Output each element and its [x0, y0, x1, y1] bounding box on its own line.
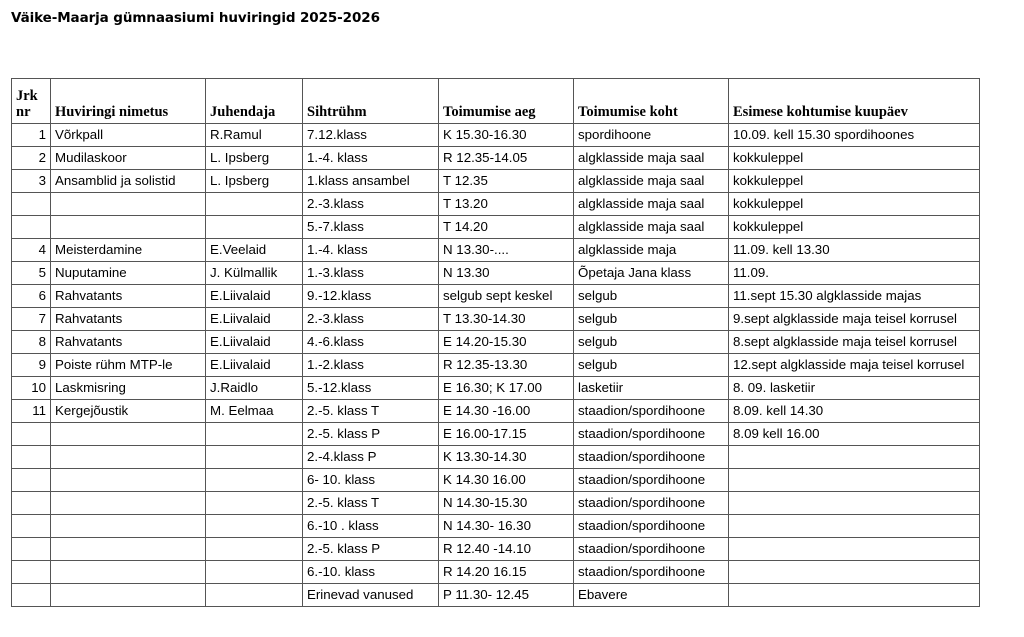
cell-leader — [206, 561, 303, 584]
cell-first-meeting: 11.sept 15.30 algklasside majas — [729, 285, 980, 308]
cell-place: staadion/spordihoone — [574, 469, 729, 492]
cell-place: selgub — [574, 331, 729, 354]
cell-nr — [12, 515, 51, 538]
table-row — [12, 400, 980, 423]
cell-name: Ansamblid ja solistid — [51, 170, 206, 193]
cell-nr — [12, 492, 51, 515]
table-row — [12, 285, 980, 308]
cell-leader: E.Liivalaid — [206, 354, 303, 377]
cell-time: T 13.30-14.30 — [439, 308, 574, 331]
cell-nr — [12, 469, 51, 492]
cell-name — [51, 538, 206, 561]
cell-place: staadion/spordihoone — [574, 515, 729, 538]
cell-nr: 8 — [12, 331, 51, 354]
cell-group: 1.klass ansambel — [303, 170, 439, 193]
cell-first-meeting: 11.09. kell 13.30 — [729, 239, 980, 262]
cell-name — [51, 515, 206, 538]
cell-name — [51, 584, 206, 607]
cell-group: 2.-5. klass T — [303, 400, 439, 423]
cell-first-meeting — [729, 584, 980, 607]
table-row — [12, 170, 980, 193]
header-row — [12, 79, 980, 124]
cell-nr — [12, 538, 51, 561]
header-nr — [12, 79, 51, 124]
table-row — [12, 492, 980, 515]
cell-nr: 10 — [12, 377, 51, 400]
cell-time: K 13.30-14.30 — [439, 446, 574, 469]
cell-leader: E.Liivalaid — [206, 285, 303, 308]
table-row — [12, 124, 980, 147]
cell-leader: E.Liivalaid — [206, 331, 303, 354]
cell-first-meeting: kokkuleppel — [729, 193, 980, 216]
cell-place: lasketiir — [574, 377, 729, 400]
table-body — [12, 124, 980, 607]
cell-first-meeting: 12.sept algklasside maja teisel korrusel — [729, 354, 980, 377]
header-leader: Juhendaja — [206, 79, 303, 124]
cell-leader — [206, 538, 303, 561]
table-row — [12, 538, 980, 561]
table-row — [12, 216, 980, 239]
cell-group: Erinevad vanused — [303, 584, 439, 607]
cell-time: N 14.30-15.30 — [439, 492, 574, 515]
cell-place: algklasside maja saal — [574, 193, 729, 216]
cell-place: Ebavere — [574, 584, 729, 607]
cell-place: staadion/spordihoone — [574, 446, 729, 469]
cell-group: 1.-3.klass — [303, 262, 439, 285]
cell-name — [51, 446, 206, 469]
cell-place: Õpetaja Jana klass — [574, 262, 729, 285]
cell-nr: 7 — [12, 308, 51, 331]
cell-first-meeting: kokkuleppel — [729, 147, 980, 170]
cell-place: selgub — [574, 285, 729, 308]
cell-group: 5.-7.klass — [303, 216, 439, 239]
cell-first-meeting: 8.sept algklasside maja teisel korrusel — [729, 331, 980, 354]
cell-name: Mudilaskoor — [51, 147, 206, 170]
cell-group: 9.-12.klass — [303, 285, 439, 308]
header-nr-line2: nr — [16, 104, 31, 120]
cell-first-meeting — [729, 561, 980, 584]
cell-time: K 15.30-16.30 — [439, 124, 574, 147]
cell-leader: R.Ramul — [206, 124, 303, 147]
cell-leader — [206, 193, 303, 216]
cell-leader: L. Ipsberg — [206, 170, 303, 193]
cell-name — [51, 423, 206, 446]
cell-place: staadion/spordihoone — [574, 492, 729, 515]
cell-name: Poiste rühm MTP-le — [51, 354, 206, 377]
cell-group: 6.-10 . klass — [303, 515, 439, 538]
cell-first-meeting: 9.sept algklasside maja teisel korrusel — [729, 308, 980, 331]
cell-place: staadion/spordihoone — [574, 400, 729, 423]
cell-time: E 14.30 -16.00 — [439, 400, 574, 423]
cell-name: Kergejõustik — [51, 400, 206, 423]
cell-time: selgub sept keskel — [439, 285, 574, 308]
cell-leader: J. Külmallik — [206, 262, 303, 285]
cell-place: selgub — [574, 354, 729, 377]
cell-time: E 14.20-15.30 — [439, 331, 574, 354]
header-first-meeting: Esimese kohtumise kuupäev — [729, 79, 980, 124]
cell-place: algklasside maja saal — [574, 216, 729, 239]
cell-group: 2.-3.klass — [303, 193, 439, 216]
cell-nr — [12, 561, 51, 584]
cell-first-meeting — [729, 446, 980, 469]
table-row — [12, 584, 980, 607]
cell-group: 4.-6.klass — [303, 331, 439, 354]
cell-group: 1.-4. klass — [303, 239, 439, 262]
cell-nr: 4 — [12, 239, 51, 262]
cell-name: Laskmisring — [51, 377, 206, 400]
cell-place: algklasside maja saal — [574, 170, 729, 193]
header-nr-line1: Jrk — [16, 88, 38, 104]
cell-first-meeting — [729, 515, 980, 538]
cell-name — [51, 193, 206, 216]
table-row — [12, 147, 980, 170]
table-row — [12, 515, 980, 538]
cell-time: N 13.30 — [439, 262, 574, 285]
cell-name: Võrkpall — [51, 124, 206, 147]
cell-first-meeting — [729, 538, 980, 561]
page-title: Väike-Maarja gümnaasiumi huviringid 2025-2026 — [11, 10, 380, 26]
table-row — [12, 469, 980, 492]
cell-nr — [12, 216, 51, 239]
cell-group: 2.-5. klass T — [303, 492, 439, 515]
cell-place: spordihoone — [574, 124, 729, 147]
cell-first-meeting: kokkuleppel — [729, 170, 980, 193]
header-place: Toimumise koht — [574, 79, 729, 124]
cell-leader: M. Eelmaa — [206, 400, 303, 423]
table-row — [12, 308, 980, 331]
cell-nr — [12, 446, 51, 469]
table-row — [12, 446, 980, 469]
cell-first-meeting: 10.09. kell 15.30 spordihoones — [729, 124, 980, 147]
cell-group: 1.-4. klass — [303, 147, 439, 170]
cell-nr: 3 — [12, 170, 51, 193]
cell-leader — [206, 515, 303, 538]
cell-leader: J.Raidlo — [206, 377, 303, 400]
cell-time: R 12.35-14.05 — [439, 147, 574, 170]
cell-first-meeting: 8. 09. lasketiir — [729, 377, 980, 400]
cell-time: R 14.20 16.15 — [439, 561, 574, 584]
cell-leader — [206, 584, 303, 607]
cell-first-meeting: 8.09 kell 16.00 — [729, 423, 980, 446]
table-row — [12, 561, 980, 584]
cell-time: T 14.20 — [439, 216, 574, 239]
cell-leader: L. Ipsberg — [206, 147, 303, 170]
header-time: Toimumise aeg — [439, 79, 574, 124]
cell-nr: 6 — [12, 285, 51, 308]
cell-name — [51, 492, 206, 515]
cell-leader — [206, 446, 303, 469]
cell-time: E 16.30; K 17.00 — [439, 377, 574, 400]
cell-time: R 12.35-13.30 — [439, 354, 574, 377]
cell-nr: 1 — [12, 124, 51, 147]
table-row — [12, 262, 980, 285]
cell-group: 6- 10. klass — [303, 469, 439, 492]
cell-place: staadion/spordihoone — [574, 561, 729, 584]
table-row — [12, 377, 980, 400]
table-row — [12, 331, 980, 354]
table-row — [12, 239, 980, 262]
cell-time: R 12.40 -14.10 — [439, 538, 574, 561]
cell-group: 6.-10. klass — [303, 561, 439, 584]
cell-leader: E.Liivalaid — [206, 308, 303, 331]
clubs-table — [11, 78, 980, 607]
table-row — [12, 193, 980, 216]
cell-place: algklasside maja saal — [574, 147, 729, 170]
cell-first-meeting — [729, 469, 980, 492]
cell-group: 2.-5. klass P — [303, 423, 439, 446]
cell-group: 2.-5. klass P — [303, 538, 439, 561]
cell-group: 7.12.klass — [303, 124, 439, 147]
cell-leader — [206, 492, 303, 515]
cell-first-meeting: 11.09. — [729, 262, 980, 285]
cell-first-meeting: kokkuleppel — [729, 216, 980, 239]
cell-group: 5.-12.klass — [303, 377, 439, 400]
cell-time: E 16.00-17.15 — [439, 423, 574, 446]
cell-leader — [206, 423, 303, 446]
cell-time: P 11.30- 12.45 — [439, 584, 574, 607]
cell-place: algklasside maja — [574, 239, 729, 262]
cell-place: staadion/spordihoone — [574, 538, 729, 561]
cell-name: Meisterdamine — [51, 239, 206, 262]
table-row — [12, 423, 980, 446]
cell-first-meeting — [729, 492, 980, 515]
cell-nr — [12, 584, 51, 607]
cell-nr: 11 — [12, 400, 51, 423]
cell-name: Nuputamine — [51, 262, 206, 285]
cell-leader: E.Veelaid — [206, 239, 303, 262]
table-row — [12, 354, 980, 377]
cell-time: T 12.35 — [439, 170, 574, 193]
cell-nr — [12, 423, 51, 446]
cell-time: N 13.30-.... — [439, 239, 574, 262]
cell-name: Rahvatants — [51, 285, 206, 308]
cell-name — [51, 469, 206, 492]
cell-place: selgub — [574, 308, 729, 331]
cell-time: N 14.30- 16.30 — [439, 515, 574, 538]
cell-name — [51, 216, 206, 239]
cell-group: 1.-2.klass — [303, 354, 439, 377]
cell-group: 2.-3.klass — [303, 308, 439, 331]
cell-nr — [12, 193, 51, 216]
cell-name: Rahvatants — [51, 331, 206, 354]
cell-time: T 13.20 — [439, 193, 574, 216]
cell-nr: 2 — [12, 147, 51, 170]
cell-place: staadion/spordihoone — [574, 423, 729, 446]
cell-first-meeting: 8.09. kell 14.30 — [729, 400, 980, 423]
cell-nr: 9 — [12, 354, 51, 377]
cell-leader — [206, 469, 303, 492]
header-group: Sihtrühm — [303, 79, 439, 124]
cell-nr: 5 — [12, 262, 51, 285]
cell-leader — [206, 216, 303, 239]
cell-name — [51, 561, 206, 584]
cell-group: 2.-4.klass P — [303, 446, 439, 469]
cell-time: K 14.30 16.00 — [439, 469, 574, 492]
cell-name: Rahvatants — [51, 308, 206, 331]
header-name: Huviringi nimetus — [51, 79, 206, 124]
